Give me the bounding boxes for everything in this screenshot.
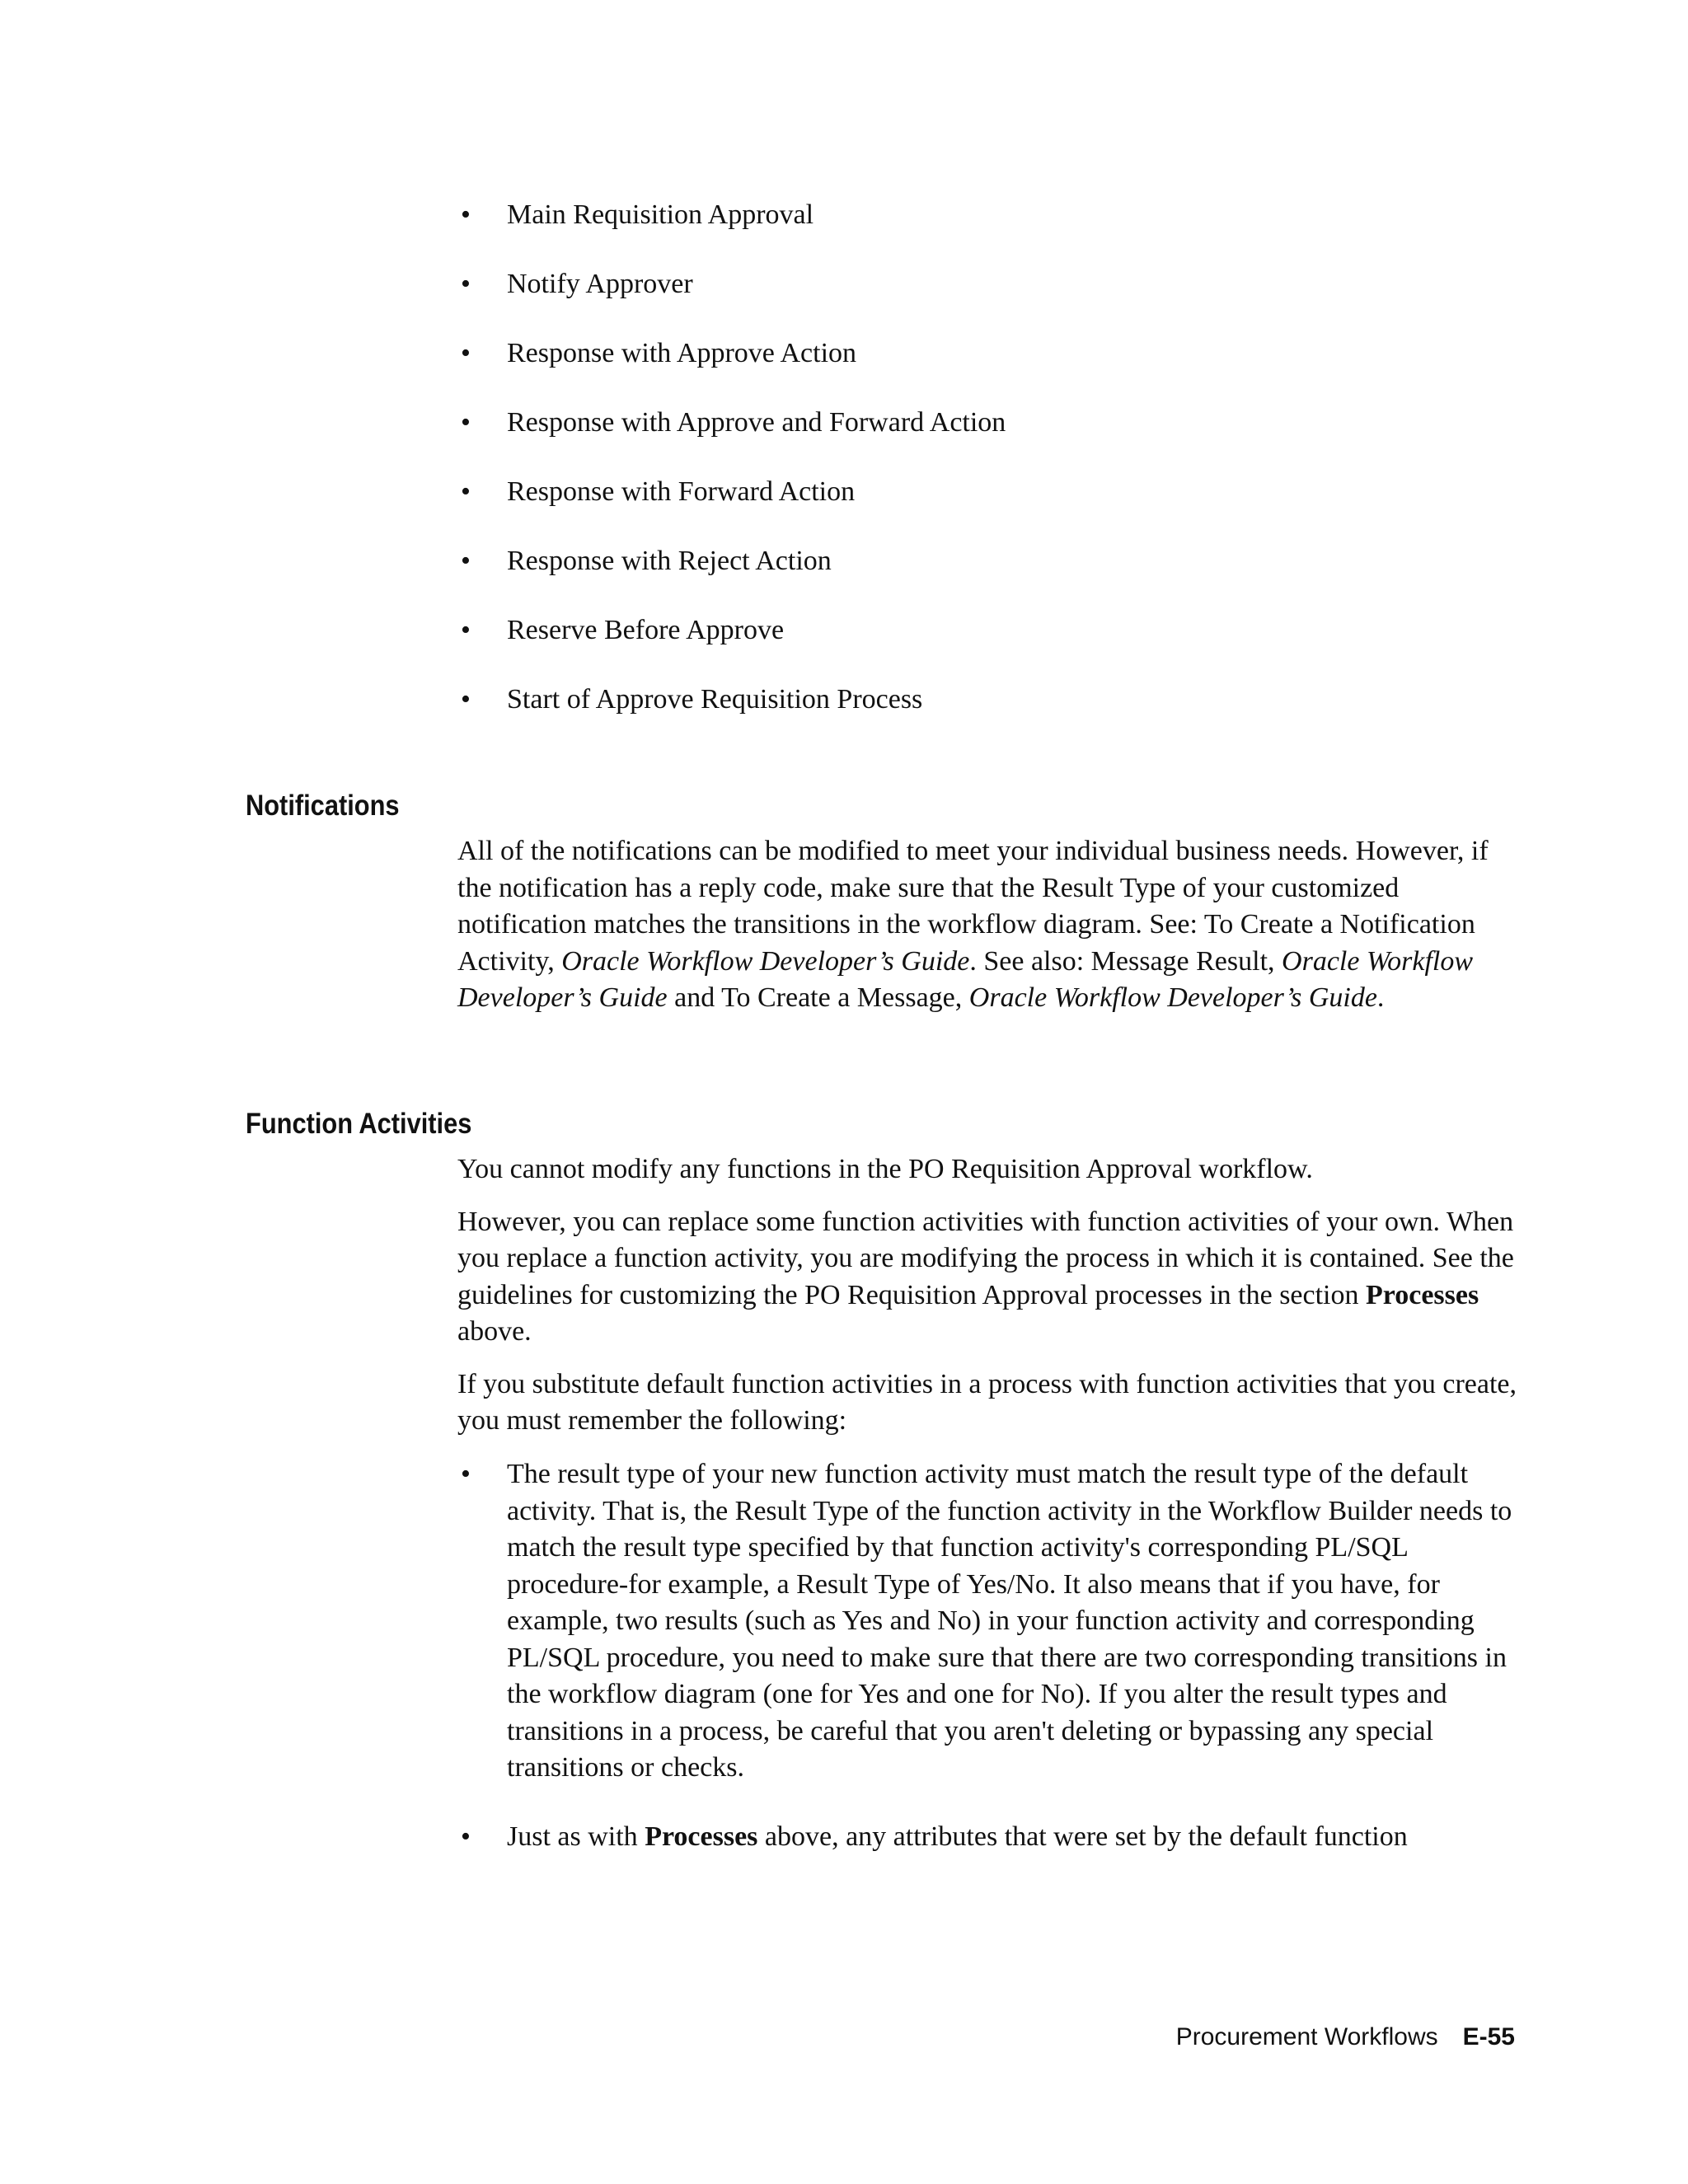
bullet-icon: • bbox=[461, 684, 471, 715]
notifications-heading: Notifications bbox=[246, 790, 400, 822]
list-item: • Start of Approve Requisition Process bbox=[457, 682, 1525, 719]
list-item: • Response with Approve Action bbox=[457, 335, 1525, 373]
list-item: • Notify Approver bbox=[457, 266, 1525, 303]
function-activities-paragraph-2: However, you can replace some function activities with function activities of your own. When you replace a function activity, you are modifying the process in which it is contained. See the guidelines for customizing the PO Requisition Approval processes in the section Processes above. bbox=[457, 1206, 1514, 1347]
function-activities-paragraph-1: You cannot modify any functions in the PO Requisition Approval workflow. bbox=[457, 1154, 1313, 1184]
bullet-icon: • bbox=[461, 269, 471, 299]
guide-reference: Oracle Workflow Developer’s Guide bbox=[457, 945, 1474, 1013]
list-item: • The result type of your new function activity must match the result type of the default activity. That is, the Result Type of the function activity in the Workflow Builder needs to match the result type specified by that function activity's corresponding PL/SQL procedure-for example, a Result Type of Yes/No. It also means that if you have, for example, two results (such as Yes and No) in your function activity and corresponding PL/SQL procedure, you need to make sure that there are two corresponding transitions in the workflow diagram (one for Yes and one for No). If you alter the result types and transitions in a process, be careful that you aren't deleting or bypassing any special transitions or checks. bbox=[457, 1456, 1525, 1787]
page-number: E-55 bbox=[1462, 2023, 1515, 2050]
list-item: • Just as with Processes above, any attributes that were set by the default function bbox=[457, 1819, 1525, 1856]
notifications-paragraph: All of the notifications can be modified to meet your individual business needs. However, if the notification has a reply code, make sure that the Result Type of your customized notification matches the transitions in the workflow diagram. See: To Create a Notification Activity, Oracle Workflow Developer’s Guide. See also: Message Result, Oracle Workflow Developer’s Guide and To Create a Message, Oracle Workflow Developer’s Guide. bbox=[457, 836, 1489, 1013]
bullet-icon: • bbox=[461, 338, 471, 368]
list-item: • Response with Approve and Forward Action bbox=[457, 405, 1525, 442]
guidelines-bullet-list bbox=[457, 1456, 1525, 1855]
process-bullet-list bbox=[457, 197, 1525, 751]
bullet-icon: • bbox=[461, 1821, 471, 1852]
bullet-icon: • bbox=[461, 407, 471, 438]
function-activities-paragraph-3: If you substitute default function activities in a process with function activities that you create, you must remember the following: bbox=[457, 1368, 1517, 1436]
bullet-icon: • bbox=[461, 546, 471, 576]
list-item: • Reserve Before Approve bbox=[457, 612, 1525, 649]
function-activities-heading: Function Activities bbox=[246, 1108, 472, 1140]
bullet-icon: • bbox=[461, 615, 471, 645]
bullet-icon: • bbox=[461, 199, 471, 230]
list-item: • Response with Reject Action bbox=[457, 543, 1525, 580]
notifications-body bbox=[457, 833, 1525, 1017]
processes-reference: Processes bbox=[645, 1821, 758, 1852]
list-item: • Response with Forward Action bbox=[457, 474, 1525, 511]
list-item: • Main Requisition Approval bbox=[457, 197, 1525, 234]
processes-reference: Processes bbox=[1366, 1279, 1479, 1310]
bullet-icon: • bbox=[461, 476, 471, 507]
function-activities-body bbox=[457, 1151, 1525, 1440]
footer-section-title: Procurement Workflows bbox=[1175, 2023, 1438, 2050]
guide-reference: Oracle Workflow Developer’s Guide bbox=[968, 982, 1377, 1013]
guide-reference: Oracle Workflow Developer’s Guide bbox=[561, 945, 970, 977]
page-footer bbox=[1176, 2021, 1515, 2054]
bullet-icon: • bbox=[461, 1459, 471, 1489]
